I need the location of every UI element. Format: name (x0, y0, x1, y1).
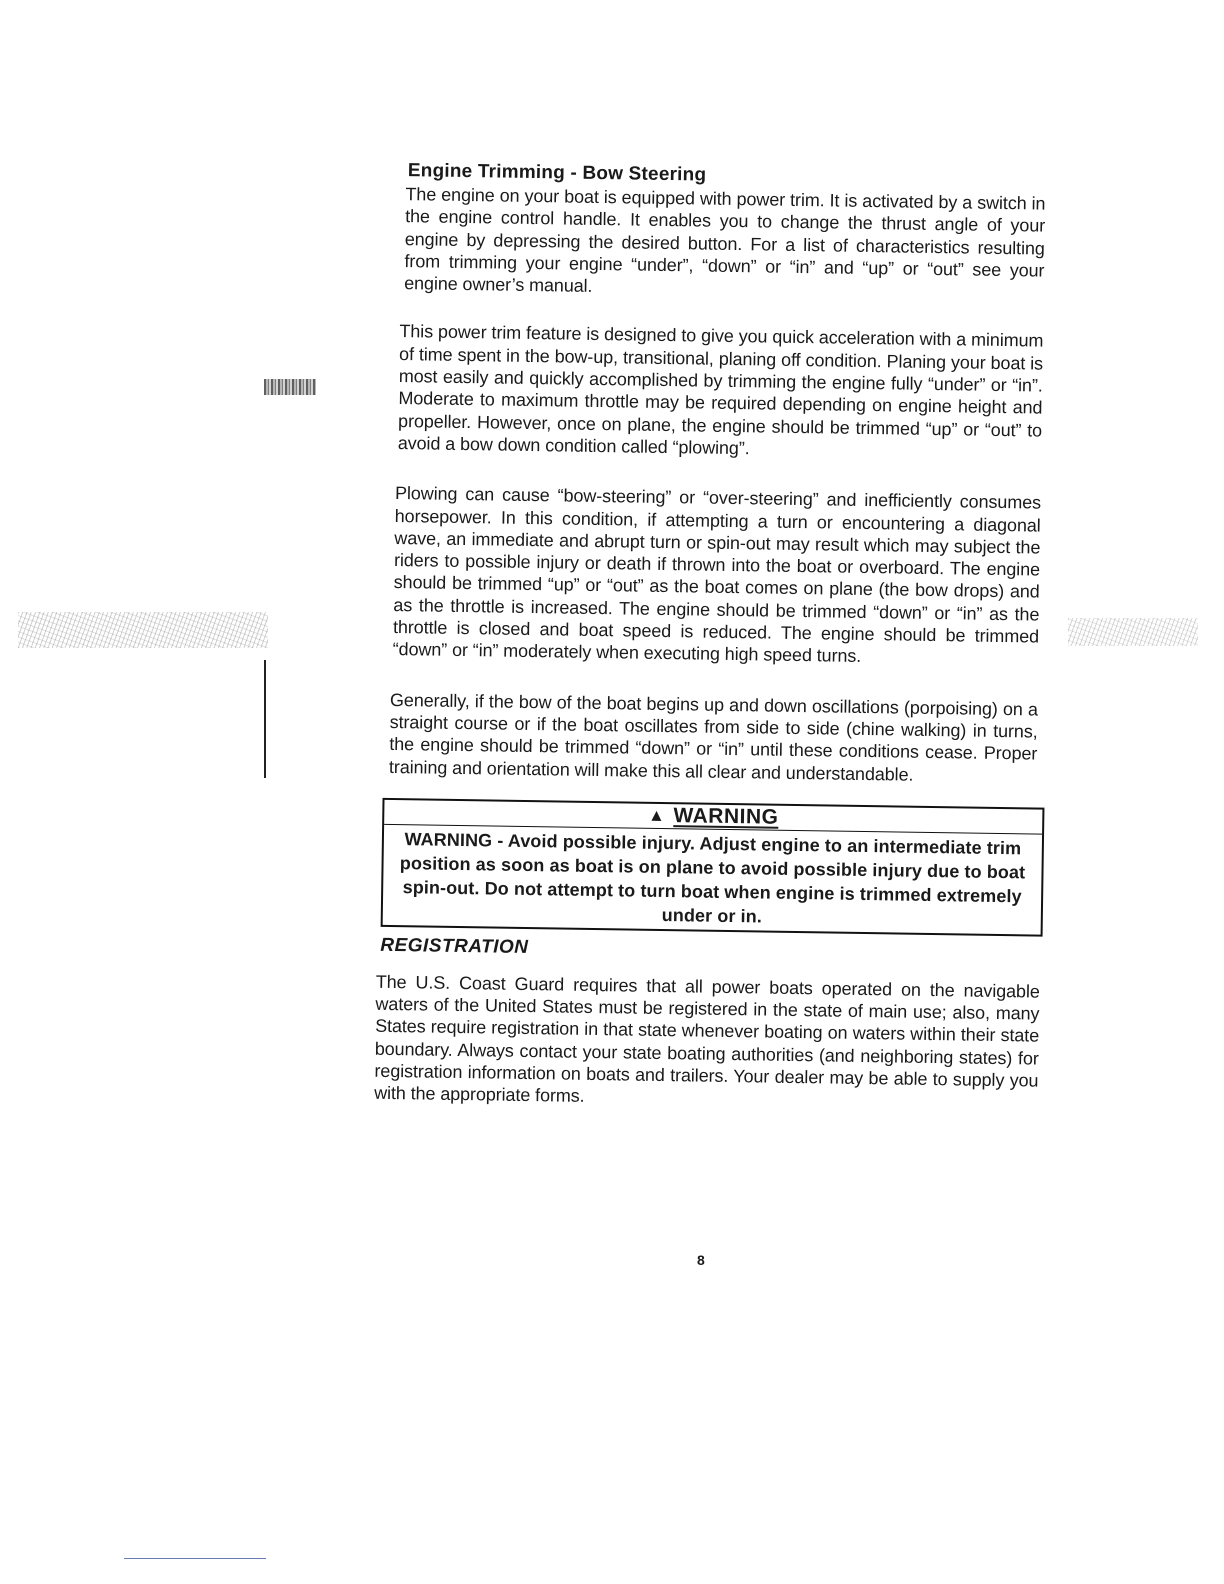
revision-bar (264, 660, 266, 778)
section-heading-registration: REGISTRATION (380, 934, 529, 958)
warning-title-text: WARNING (673, 803, 779, 829)
paragraph-power-trim: The engine on your boat is equipped with power trim. It is activated by a switch in the engine control handle. It enables you to change the thrust angle of your engine by depressing the desired button. For a list of characteristics resulting from trimming your engine “under”, “down” or “in” and “up” or “out” see your engine owner’s manual. (404, 184, 1046, 297)
warning-box (381, 798, 1045, 937)
page-number: 8 (697, 1252, 705, 1268)
paragraph-acceleration: This power trim feature is designed to give you quick acceleration with a minimum of time spent in the bow-up, transitional, planing off condition. Planing your boat is most easily and quickly accomplished by trimming the engine fully “under” or “in”. Moderate to maximum throttle may be required depending on engine height and propeller. However, once on plane, the engine should be trimmed “up” or “out” to avoid a bow down condition called “plowing”. (397, 321, 1044, 459)
bottom-rule (124, 1558, 266, 1559)
scan-artifact (1068, 618, 1198, 646)
scan-artifact (18, 612, 268, 648)
page-content (374, 160, 1046, 1114)
warning-triangle-icon: ▲ (647, 805, 666, 825)
paragraph-porpoising: Generally, if the bow of the boat begins up and down oscillations (porpoising) on a straight course or if the boat oscillates from side to side (chine walking) in turns, the engine should be trimmed “down” or “in” until these conditions cease. Proper training and orientation will make this all clear and understandable. (388, 689, 1039, 785)
section-heading-engine-trimming: Engine Trimming - Bow Steering (407, 160, 707, 186)
scan-artifact (264, 379, 316, 395)
paragraph-registration: The U.S. Coast Guard requires that all power boats operated on the navigable waters of the United States must be registered in the state of main use; also, many States require registration in that state whenever boating on waters within their state boundary. Always contact your state boating authorities (and neighboring states) for registration information on boats and trailers. Your dealer may be able to supply you with the appropriate forms. (374, 971, 1040, 1107)
warning-text: WARNING - Avoid possible injury. Adjust engine to an intermediate trim position as soon as boat is on plane to avoid possible injury due to boat spin-out. Do not attempt to turn boat when engine is trimmed extremely under or in. (399, 829, 1026, 927)
paragraph-plowing: Plowing can cause “bow-steering” or “over-steering” and inefficiently consumes horsepower. In this condition, if attempting a turn or encountering a diagonal wave, an immediate and abrupt turn or spin-out may result which may subject the riders to possible injury or death if thrown into the boat or overboard. The engine should be trimmed “up” or “out” as the boat comes on plane (the bow drops) and as the throttle is increased. The engine should be trimmed “down” or “in” as the throttle is closed and boat speed is reduced. The engine should be trimmed “down” or “in” moderately when executing high speed turns. (392, 483, 1042, 667)
